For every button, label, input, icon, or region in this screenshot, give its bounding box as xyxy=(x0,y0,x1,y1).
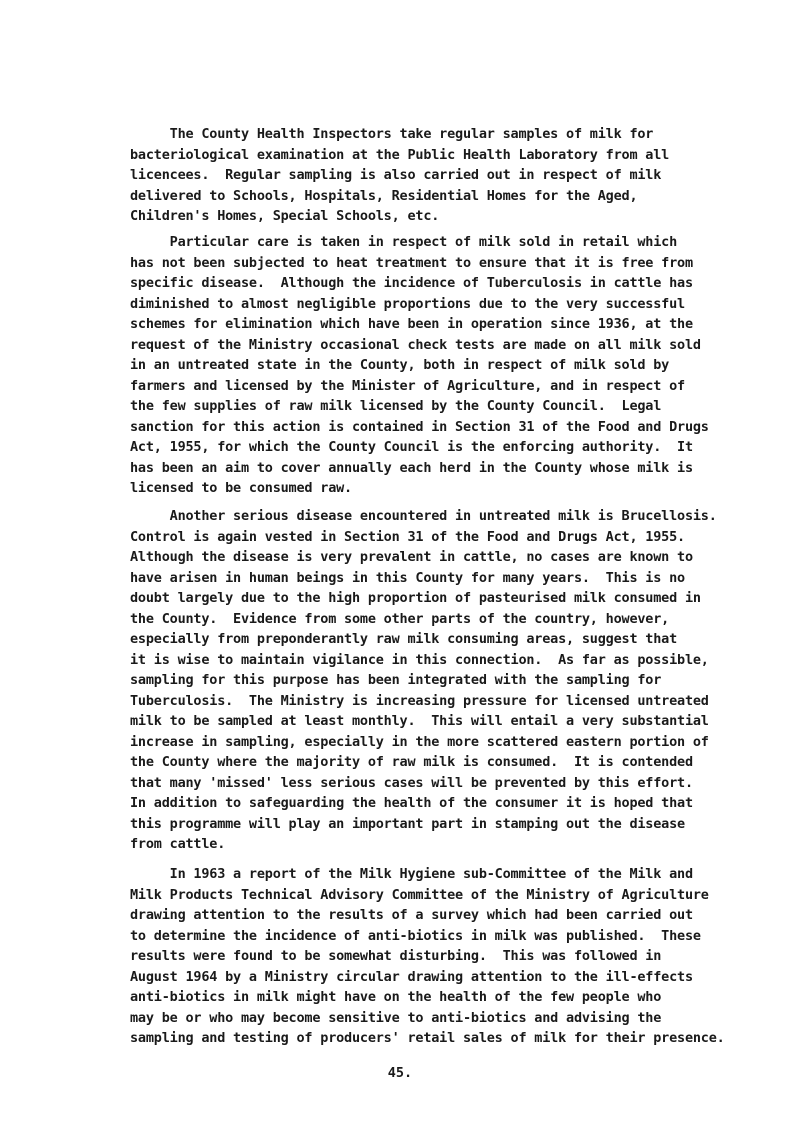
text-line: in an untreated state in the County, both in respect of milk sold by xyxy=(130,357,670,373)
text-line: sampling and testing of producers' retail sales of milk for their presence. xyxy=(130,1030,725,1046)
text-line: specific disease. Although the incidence of Tuberculosis in cattle has xyxy=(130,275,693,291)
text-line: diminished to almost negligible proportions due to the very successful xyxy=(130,295,685,312)
paragraph-milk-sampling xyxy=(130,124,700,227)
text-line: Another serious disease encountered in untreated milk is Brucellosis. xyxy=(130,508,717,524)
text-line: August 1964 by a Ministry circular drawing attention to the ill-effects xyxy=(130,968,693,985)
text-line: that many 'missed' less serious cases will be prevented by this effort. xyxy=(130,774,693,791)
text-line: doubt largely due to the high proportion of pasteurised milk consumed in xyxy=(130,590,701,606)
text-line: bacteriological examination at the Public Health Laboratory from all xyxy=(130,146,670,163)
text-line: this programme will play an important part in stamping out the disease xyxy=(130,815,685,832)
page-number: 45. xyxy=(387,1065,413,1081)
text-line: The County Health Inspectors take regular samples of milk for xyxy=(130,126,654,142)
text-line: especially from preponderantly raw milk consuming areas, suggest that xyxy=(130,631,678,647)
text-line: Children's Homes, Special Schools, etc. xyxy=(130,208,440,224)
text-line: delivered to Schools, Hospitals, Residential Homes for the Aged, xyxy=(130,187,638,204)
text-line: drawing attention to the results of a survey which had been carried out xyxy=(130,907,693,923)
text-line: have arisen in human beings in this County for many years. This is no xyxy=(130,569,685,586)
text-line: the few supplies of raw milk licensed by the County Council. Legal xyxy=(130,398,662,414)
paragraph-tuberculosis xyxy=(130,232,709,499)
text-line: has been an aim to cover annually each herd in the County whose milk is xyxy=(130,459,693,476)
text-line: schemes for elimination which have been in operation since 1936, at the xyxy=(130,316,693,332)
text-line: anti-biotics in milk might have on the health of the few people who xyxy=(130,989,662,1005)
text-line: licencees. Regular sampling is also carried out in respect of milk xyxy=(130,167,662,183)
text-line: licensed to be consumed raw. xyxy=(130,480,352,496)
text-line: increase in sampling, especially in the more scattered eastern portion of xyxy=(130,733,709,750)
text-line: has not been subjected to heat treatment to ensure that it is free from xyxy=(130,254,693,271)
text-line: farmers and licensed by the Minister of Agriculture, and in respect of xyxy=(130,377,685,394)
text-line: the County where the majority of raw milk is consumed. It is contended xyxy=(130,754,693,770)
text-line: it is wise to maintain vigilance in this connection. As far as possible, xyxy=(130,651,709,668)
text-line: may be or who may become sensitive to anti-biotics and advising the xyxy=(130,1009,662,1026)
text-line: Although the disease is very prevalent in cattle, no cases are known to xyxy=(130,549,693,565)
text-line: Particular care is taken in respect of milk sold in retail which xyxy=(130,234,678,250)
text-line: In addition to safeguarding the health of the consumer it is hoped that xyxy=(130,795,693,811)
paragraph-brucellosis xyxy=(130,506,717,855)
text-line: from cattle. xyxy=(130,836,226,852)
text-line: In 1963 a report of the Milk Hygiene sub-Committee of the Milk and xyxy=(130,866,693,882)
paragraph-antibiotics xyxy=(130,864,725,1049)
text-line: Act, 1955, for which the County Council is the enforcing authority. It xyxy=(130,439,693,455)
text-line: sampling for this purpose has been integrated with the sampling for xyxy=(130,672,662,688)
text-line: Tuberculosis. The Ministry is increasing pressure for licensed untreated xyxy=(130,692,709,709)
text-line: results were found to be somewhat disturbing. This was followed in xyxy=(130,948,662,964)
text-line: to determine the incidence of anti-biotics in milk was published. These xyxy=(130,927,701,944)
text-line: request of the Ministry occasional check tests are made on all milk sold xyxy=(130,336,701,353)
text-line: Control is again vested in Section 31 of the Food and Drugs Act, 1955. xyxy=(130,528,685,545)
text-line: milk to be sampled at least monthly. This will entail a very substantial xyxy=(130,713,709,729)
text-line: Milk Products Technical Advisory Committee of the Ministry of Agriculture xyxy=(130,886,709,903)
text-line: the County. Evidence from some other parts of the country, however, xyxy=(130,610,670,627)
text-line: sanction for this action is contained in Section 31 of the Food and Drugs xyxy=(130,418,709,435)
